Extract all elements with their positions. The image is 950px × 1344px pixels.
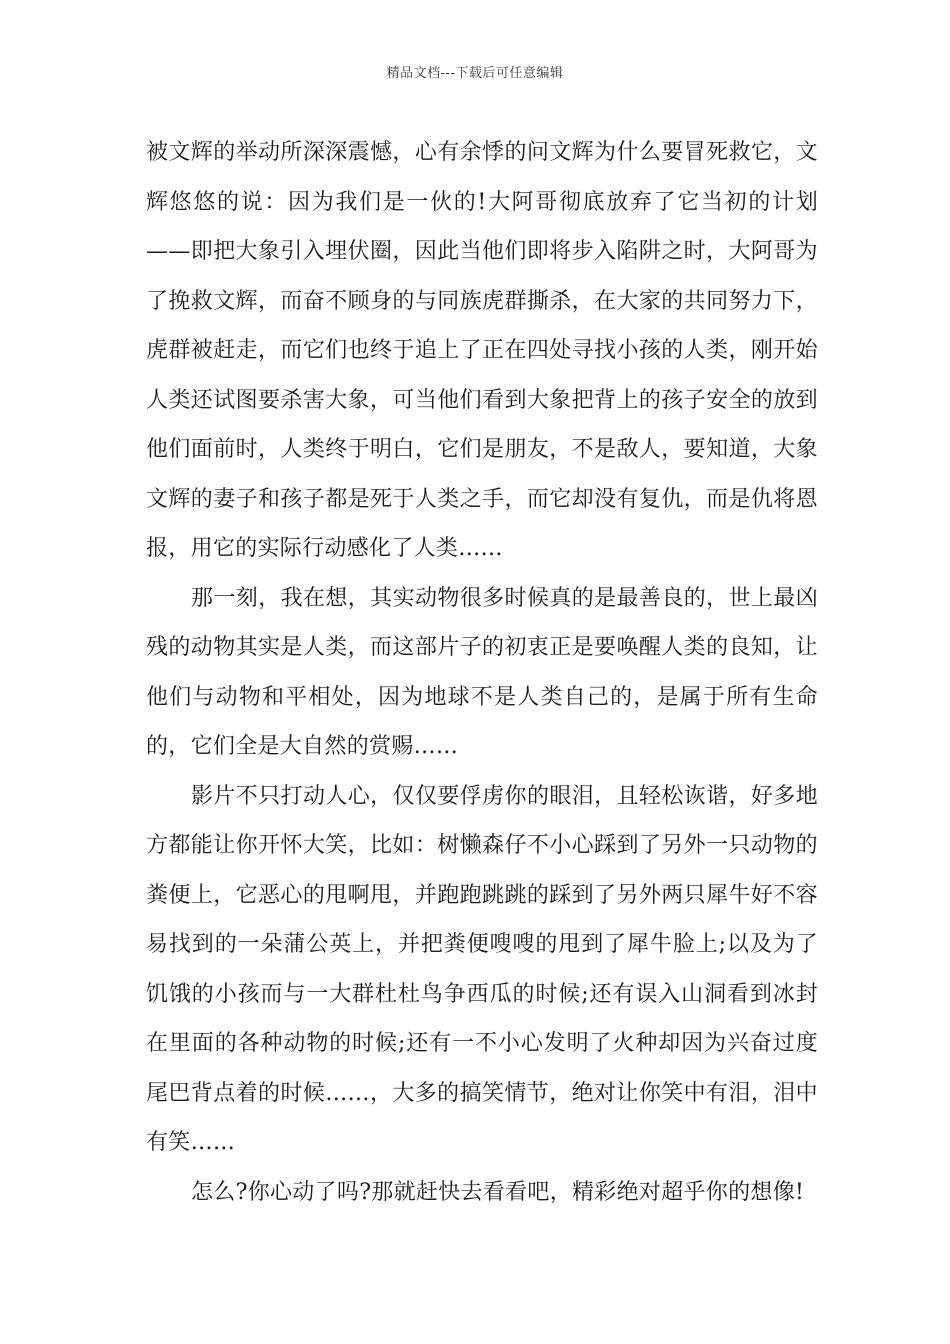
paragraph-1: 被文辉的举动所深深震憾，心有余悸的问文辉为什么要冒死救它，文辉悠悠的说：因为我们是一伙的!大阿哥彻底放弃了它当初的计划——即把大象引入埋伏圈，因此当他们即将步入陷阱之时，大阿哥为了挽救文辉，而奋不顾身的与同族虎群撕杀，在大家的共同努力下，虎群被赶走，而它们也终于追上了正在四处寻找小孩的人类，刚开始人类还试图要杀害大象，可当他们看到大象把背上的孩子安全的放到他们面前时，人类终于明白，它们是朋友，不是敌人，要知道，大象文辉的妻子和孩子都是死于人类之手，而它却没有复仇，而是仇将恩报，用它的实际行动感化了人类…… [146, 140, 818, 561]
paragraph-2: 那一刻，我在想，其实动物很多时候真的是最善良的，世上最凶残的动物其实是人类，而这部片子的初衷正是要唤醒人类的良知，让他们与动物和平相处，因为地球不是人类自己的，是属于所有生命的，它们全是大自然的赏赐…… [146, 585, 818, 759]
paragraph-3: 影片不只打动人心，仅仅要俘虏你的眼泪，且轻松诙谐，好多地方都能让你开怀大笑，比如：树懒森仔不小心踩到了另外一只动物的粪便上，它恶心的甩啊甩，并跑跑跳跳的踩到了另外两只犀牛好不容易找到的一朵蒲公英上，并把粪便嗖嗖的甩到了犀牛脸上;以及为了饥饿的小孩而与一大群杜杜鸟争西瓜的时候;还有误入山洞看到冰封在里面的各种动物的时候;还有一不小心发明了火种却因为兴奋过度尾巴背点着的时候……，大多的搞笑情节，绝对让你笑中有泪，泪中有笑…… [146, 783, 818, 1155]
paragraph-4: 怎么?你心动了吗?那就赶快去看看吧，精彩绝对超乎你的想像! [191, 1179, 805, 1205]
document-body [146, 128, 818, 1217]
page-header: 精品文档---下载后可任意编辑 [386, 66, 564, 81]
